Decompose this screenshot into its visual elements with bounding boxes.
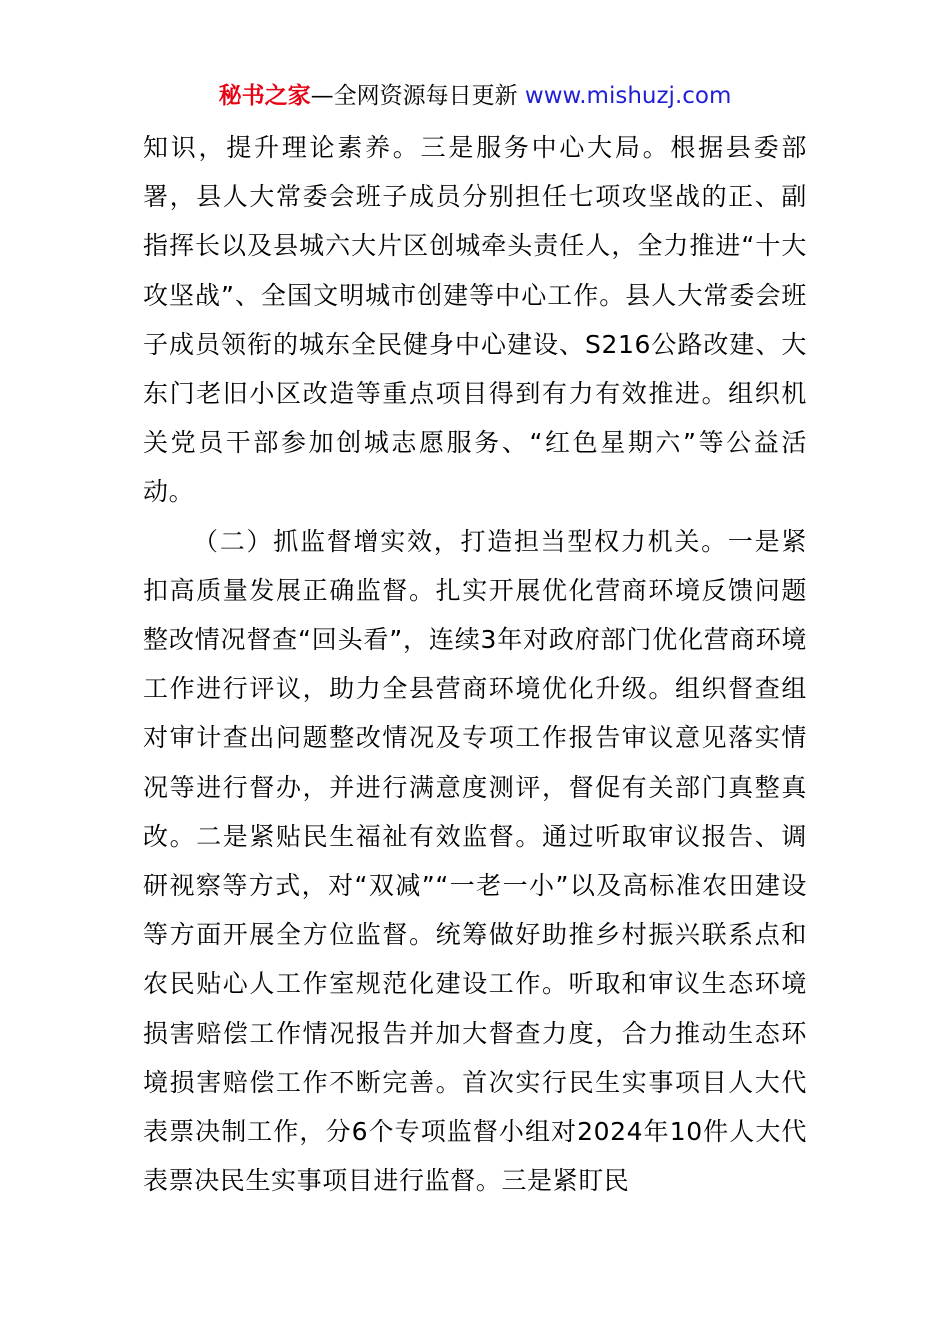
header-tagline: —全网资源每日更新	[310, 83, 518, 109]
site-url-link[interactable]: www.mishuzj.com	[524, 83, 732, 109]
paragraph-continued: 知识，提升理论素养。三是服务中心大局。根据县委部署，县人大常委会班子成员分别担任七项攻坚战的正、副指挥长以及县城六大片区创城牵头责任人，全力推进“十大攻坚战”、全国文明城市创建等中心工作。县人大常委会班子成员领衔的城东全民健身中心建设、S216公路改建、大东门老旧小区改造等重点项目得到有力有效推进。组织机关党员干部参加创城志愿服务、“红色星期六”等公益活动。	[143, 133, 807, 507]
page-header	[0, 80, 950, 112]
brand-name: 秘书之家	[218, 83, 311, 109]
document-body	[143, 123, 807, 1205]
paragraph-section-two: （二）抓监督增实效，打造担当型权力机关。一是紧扣高质量发展正确监督。扎实开展优化营商环境反馈问题整改情况督查“回头看”，连续3年对政府部门优化营商环境工作进行评议，助力全县营商环境优化升级。组织督查组对审计查出问题整改情况及专项工作报告审议意见落实情况等进行督办，并进行满意度测评，督促有关部门真整真改。二是紧贴民生福祉有效监督。通过听取审议报告、调研视察等方式，对“双减”“一老一小”以及高标准农田建设等方面开展全方位监督。统筹做好助推乡村振兴联系点和农民贴心人工作室规范化建设工作。听取和审议生态环境损害赔偿工作情况报告并加大督查力度，合力推动生态环境损害赔偿工作不断完善。首次实行民生实事项目人大代表票决制工作，分6个专项监督小组对2024年10件人大代表票决民生实事项目进行监督。三是紧盯民	[143, 526, 807, 1196]
